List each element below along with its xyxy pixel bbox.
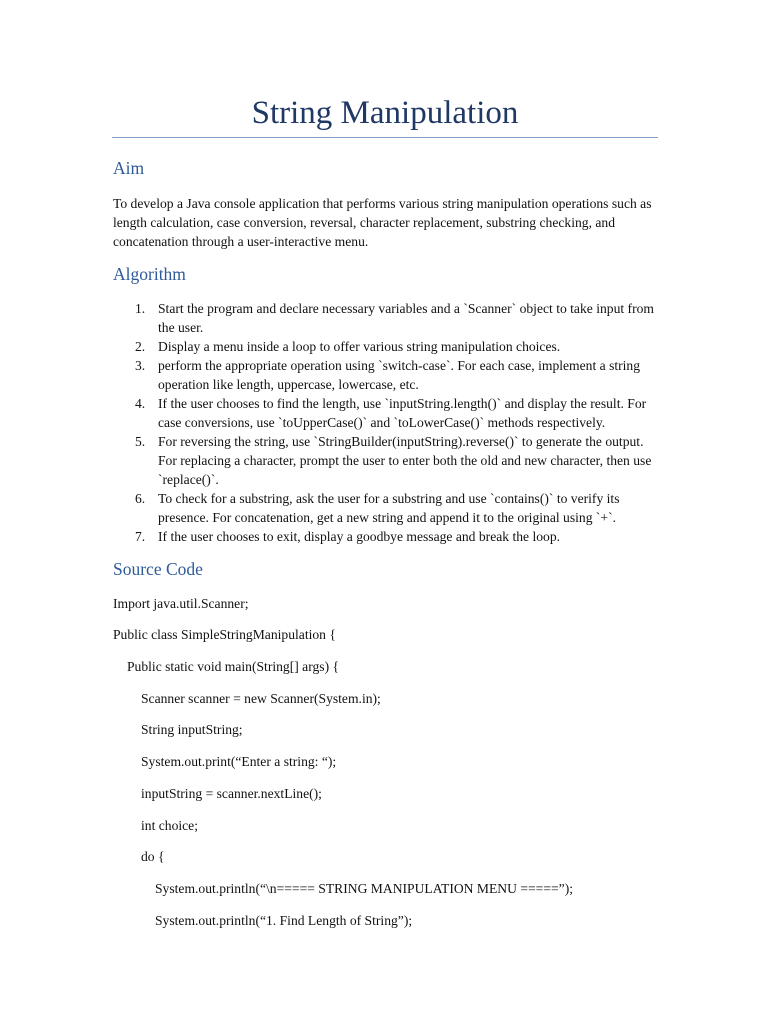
algorithm-step [113, 527, 658, 546]
algorithm-step [113, 394, 658, 432]
step-text: If the user chooses to find the length, use `inputString.length()` and display the result. For case conversions, use `toUpperCase()` and `toLowerCase()` methods respectively. [158, 396, 647, 430]
step-number: 5. [135, 434, 146, 449]
code-line: Public class SimpleStringManipulation { [113, 627, 336, 642]
code-line: Import java.util.Scanner; [113, 596, 249, 611]
step-text: If the user chooses to exit, display a goodbye message and break the loop. [158, 529, 561, 544]
step-number: 3. [135, 358, 146, 373]
step-text: Display a menu inside a loop to offer various string manipulation choices. [158, 339, 561, 354]
code-line: System.out.println(“\n===== STRING MANIPULATION MENU =====”); [155, 881, 573, 896]
algorithm-steps-list [113, 299, 658, 546]
step-number: 2. [135, 339, 146, 354]
algorithm-heading: Algorithm [113, 264, 186, 284]
algorithm-step [113, 337, 658, 356]
step-number: 4. [135, 396, 146, 411]
aim-heading: Aim [113, 158, 145, 178]
code-line: Scanner scanner = new Scanner(System.in); [141, 691, 381, 706]
source-code-heading: Source Code [113, 559, 203, 579]
step-number: 6. [135, 491, 146, 506]
step-text: To check for a substring, ask the user for a substring and use `contains()` to verify its presence. For concatenation, get a new string and append it to the original using `+`. [158, 491, 620, 525]
step-number: 7. [135, 529, 146, 544]
code-line: System.out.println(“1. Find Length of String”); [155, 913, 413, 928]
algorithm-step [113, 356, 658, 394]
step-text: perform the appropriate operation using `switch-case`. For each case, implement a string operation like length, uppercase, lowercase, etc. [158, 358, 641, 392]
code-line: int choice; [141, 818, 198, 833]
code-line: do { [141, 849, 165, 864]
code-line: inputString = scanner.nextLine(); [141, 786, 322, 801]
title-underline [112, 137, 658, 138]
algorithm-step [113, 299, 658, 337]
document-title: String Manipulation [251, 95, 519, 131]
step-number: 1. [135, 301, 146, 316]
code-line: Public static void main(String[] args) { [127, 659, 340, 674]
code-line: System.out.print(“Enter a string: “); [141, 754, 337, 769]
aim-paragraph: To develop a Java console application that performs various string manipulation operations such as length calculation, case conversion, reversal, character replacement, substring checking, and concatenation through a user-interactive menu. [113, 196, 652, 249]
step-text: For reversing the string, use `StringBuilder(inputString).reverse()` to generate the output. For replacing a character, prompt the user to enter both the old and new character, then use `replace()`. [158, 434, 652, 487]
algorithm-step [113, 432, 658, 489]
step-text: Start the program and declare necessary variables and a `Scanner` object to take input from the user. [158, 301, 654, 335]
code-line: String inputString; [141, 722, 243, 737]
algorithm-step [113, 489, 658, 527]
